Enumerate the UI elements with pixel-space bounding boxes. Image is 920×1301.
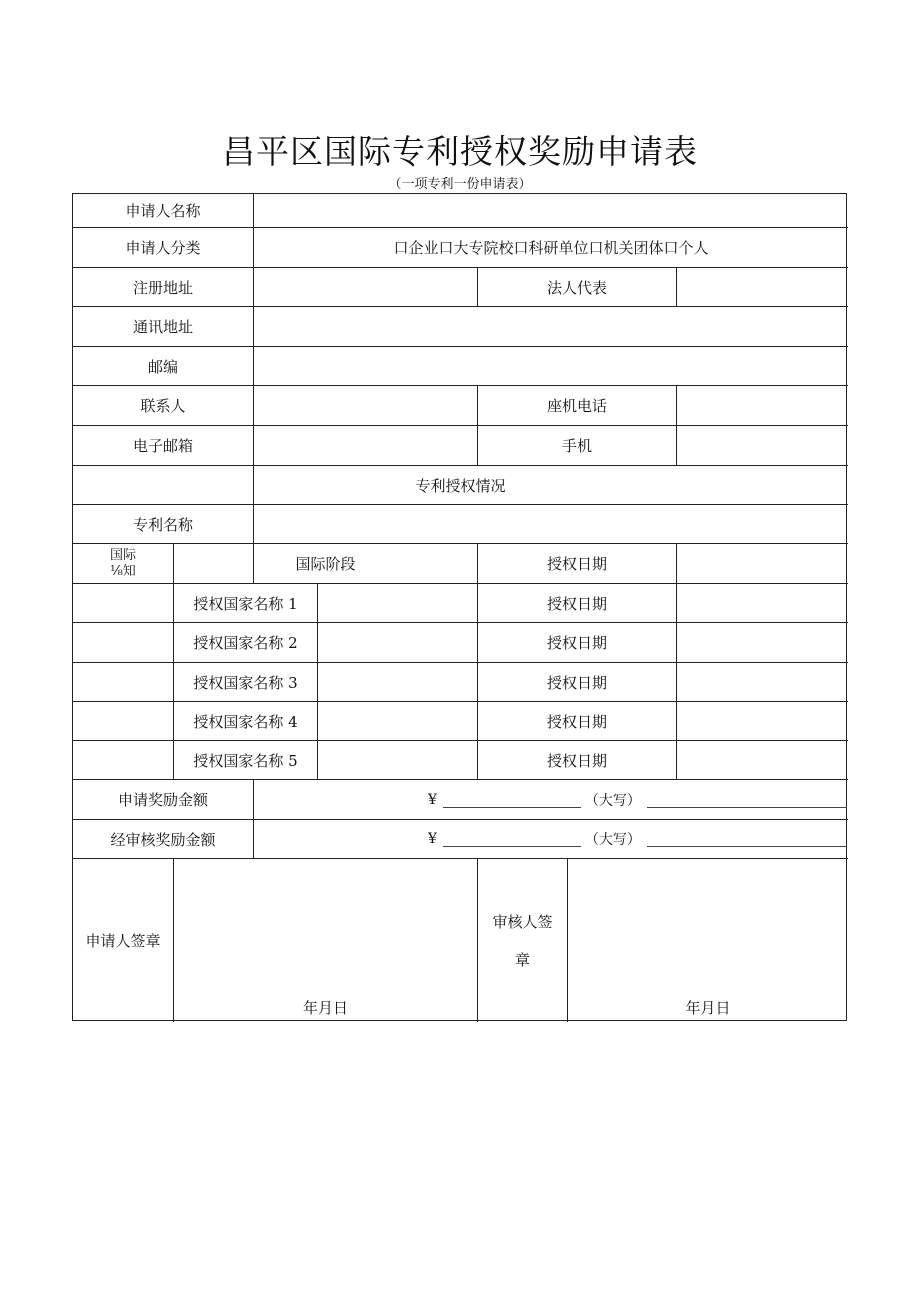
grant-country-label-5: 授权国家名称 5: [193, 751, 298, 770]
reviewer-seal-date: 年月日: [685, 998, 731, 1017]
intl-label-line1: 国际: [109, 547, 136, 563]
applicant-name-label: 申请人名称: [125, 202, 201, 220]
amount-blank[interactable]: [443, 845, 581, 847]
grant-date-field[interactable]: [677, 702, 848, 740]
mobile-label: 手机: [561, 437, 592, 455]
email-label: 电子邮箱: [132, 437, 193, 455]
applicant-seal-label: 申请人签章: [85, 932, 161, 950]
reviewer-seal-line2: 章: [514, 950, 530, 969]
grant-country-label-2: 授权国家名称 2: [193, 634, 298, 652]
postcode-field[interactable]: [254, 347, 848, 385]
intl-stage-label: 国际阶段: [295, 555, 356, 573]
grant-date-label: 授权日期: [546, 673, 607, 692]
grant-date-field[interactable]: [677, 544, 848, 583]
mailing-address-field[interactable]: [254, 307, 848, 346]
patent-name-field[interactable]: [254, 505, 848, 543]
grant-date-field[interactable]: [677, 741, 848, 779]
grant-date-field[interactable]: [677, 663, 848, 701]
applicant-category-label: 申请人分类: [125, 239, 201, 257]
grant-date-label: 授权日期: [546, 751, 607, 770]
grant-date-field[interactable]: [677, 623, 848, 662]
apply-amount-label: 申请奖励金额: [117, 791, 208, 809]
grant-country-field-3[interactable]: [318, 663, 477, 701]
capital-label: （大写）: [584, 832, 641, 848]
grant-date-label: 授权日期: [546, 634, 607, 652]
intl-label: [73, 544, 173, 583]
grant-date-field[interactable]: [677, 584, 848, 622]
form-subtitle: （一项专利一份申请表）: [388, 177, 532, 192]
approved-amount-field[interactable]: [428, 820, 848, 858]
intl-label-line2: ⅛知: [110, 563, 136, 579]
patent-section-header: 专利授权情况: [415, 476, 506, 495]
email-field[interactable]: [254, 426, 477, 465]
applicant-category-options[interactable]: 口企业口大专院校口科研单位口机关团体口个人: [393, 239, 709, 257]
grant-country-label-4: 授权国家名称 4: [193, 712, 298, 731]
legal-rep-label: 法人代表: [546, 278, 607, 297]
landline-field[interactable]: [677, 386, 848, 425]
grant-country-label-1: 授权国家名称 1: [193, 594, 298, 613]
grant-country-field-1[interactable]: [318, 584, 477, 622]
reviewer-seal-line1: 审核人签: [492, 912, 553, 931]
yen-symbol: ¥: [428, 791, 437, 808]
mobile-field[interactable]: [677, 426, 848, 465]
reviewer-seal-label: [478, 859, 567, 1022]
grant-date-label: 授权日期: [546, 555, 607, 573]
grant-country-field-4[interactable]: [318, 702, 477, 740]
grant-country-label-3: 授权国家名称 3: [193, 673, 298, 692]
col-divider: [253, 779, 254, 858]
registered-address-label: 注册地址: [132, 278, 193, 297]
form-title: 昌平区国际专利授权奖励申请表: [222, 132, 698, 171]
registered-address-field[interactable]: [254, 268, 477, 306]
capital-blank[interactable]: [647, 806, 847, 808]
grant-country-field-5[interactable]: [318, 741, 477, 779]
application-form-table: [72, 193, 847, 1021]
yen-symbol: ¥: [428, 831, 437, 847]
approved-amount-label: 经审核奖励金额: [110, 830, 216, 849]
grant-date-label: 授权日期: [546, 594, 607, 613]
amount-blank[interactable]: [443, 806, 581, 808]
capital-label: （大写）: [584, 792, 641, 809]
mailing-address-label: 通讯地址: [132, 318, 193, 336]
capital-blank[interactable]: [647, 845, 847, 847]
contact-person-label: 联系人: [140, 397, 186, 415]
grant-date-label: 授权日期: [546, 712, 607, 731]
landline-label: 座机电话: [546, 397, 607, 415]
grant-country-field-2[interactable]: [318, 623, 477, 662]
contact-person-field[interactable]: [254, 386, 477, 425]
apply-amount-field[interactable]: [428, 780, 848, 819]
applicant-seal-date: 年月日: [302, 998, 348, 1017]
patent-name-label: 专利名称: [132, 515, 193, 534]
legal-rep-field[interactable]: [677, 268, 848, 306]
postcode-label: 邮编: [147, 357, 178, 376]
applicant-name-field[interactable]: [254, 194, 848, 227]
